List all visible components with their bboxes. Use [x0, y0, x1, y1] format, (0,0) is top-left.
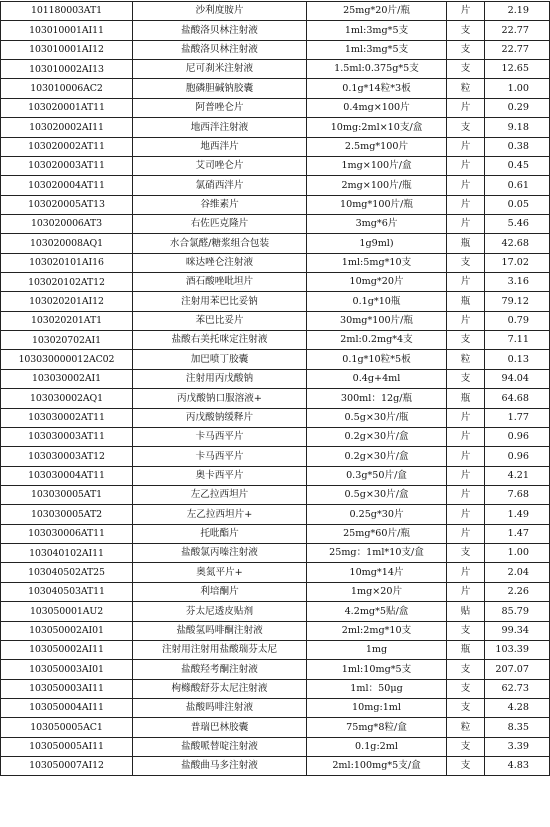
drug-code-cell: 103030006AT11: [1, 524, 133, 543]
unit-cell: 片: [447, 137, 485, 156]
drug-spec-cell: 0.1g*10粒*5板: [307, 350, 447, 369]
drug-code-cell: 103050005AI11: [1, 737, 133, 756]
drug-name-cell: 盐酸吗啡注射液: [133, 698, 307, 717]
table-row: [1, 757, 550, 776]
drug-code-cell: 103020201AI12: [1, 292, 133, 311]
price-cell: 8.35: [485, 718, 550, 737]
price-cell: 2.04: [485, 563, 550, 582]
price-cell: 3.39: [485, 737, 550, 756]
table-row: [1, 660, 550, 679]
drug-name-cell: 艾司唑仑片: [133, 156, 307, 175]
table-row: [1, 98, 550, 117]
drug-code-cell: 103040502AT25: [1, 563, 133, 582]
table-row: [1, 544, 550, 563]
drug-spec-cell: 0.5g×30片/盒: [307, 485, 447, 504]
drug-code-cell: 103010001AI11: [1, 21, 133, 40]
table-row: [1, 679, 550, 698]
table-row: [1, 640, 550, 659]
drug-name-cell: 注射用注射用盐酸瑞芬太尼: [133, 640, 307, 659]
table-row: [1, 292, 550, 311]
price-cell: 4.21: [485, 466, 550, 485]
unit-cell: 片: [447, 408, 485, 427]
drug-name-cell: 芬太尼透皮贴剂: [133, 602, 307, 621]
price-cell: 0.61: [485, 176, 550, 195]
drug-name-cell: 盐酸羟考酮注射液: [133, 660, 307, 679]
unit-cell: 贴: [447, 602, 485, 621]
unit-cell: 片: [447, 447, 485, 466]
table-row: [1, 350, 550, 369]
drug-spec-cell: 25mg*20片/瓶: [307, 2, 447, 21]
drug-name-cell: 注射用丙戊酸钠: [133, 369, 307, 388]
price-cell: 99.34: [485, 621, 550, 640]
drug-code-cell: 103010002AI13: [1, 60, 133, 79]
drug-name-cell: 利培酮片: [133, 582, 307, 601]
table-row: [1, 253, 550, 272]
drug-name-cell: 苯巴比妥片: [133, 311, 307, 330]
drug-spec-cell: 0.5g×30片/瓶: [307, 408, 447, 427]
price-cell: 0.38: [485, 137, 550, 156]
drug-spec-cell: 25mg：1ml*10支/盒: [307, 544, 447, 563]
drug-name-cell: 丙戊酸钠缓释片: [133, 408, 307, 427]
drug-name-cell: 奥氮平片+: [133, 563, 307, 582]
drug-spec-cell: 2mg×100片/瓶: [307, 176, 447, 195]
table-row: [1, 156, 550, 175]
drug-spec-cell: 10mg:1ml: [307, 698, 447, 717]
drug-spec-cell: 1g9ml): [307, 234, 447, 253]
price-cell: 0.96: [485, 427, 550, 446]
drug-code-cell: 103010006AC2: [1, 79, 133, 98]
unit-cell: 支: [447, 21, 485, 40]
price-cell: 3.16: [485, 273, 550, 292]
drug-code-cell: 103030000012AC02: [1, 350, 133, 369]
price-cell: 103.39: [485, 640, 550, 659]
drug-name-cell: 阿普唑仑片: [133, 98, 307, 117]
drug-price-document: [0, 1, 549, 776]
unit-cell: 支: [447, 369, 485, 388]
table-body: [1, 2, 550, 776]
unit-cell: 片: [447, 311, 485, 330]
price-cell: 0.05: [485, 195, 550, 214]
drug-code-cell: 103020201AT1: [1, 311, 133, 330]
unit-cell: 片: [447, 273, 485, 292]
drug-name-cell: 胞磷胆碱钠胶囊: [133, 79, 307, 98]
price-cell: 0.96: [485, 447, 550, 466]
drug-name-cell: 谷维素片: [133, 195, 307, 214]
drug-code-cell: 103020008AQ1: [1, 234, 133, 253]
drug-spec-cell: 0.4mg×100片: [307, 98, 447, 117]
drug-code-cell: 103030005AT2: [1, 505, 133, 524]
drug-code-cell: 103030003AT12: [1, 447, 133, 466]
unit-cell: 支: [447, 698, 485, 717]
unit-cell: 片: [447, 485, 485, 504]
unit-cell: 瓶: [447, 640, 485, 659]
drug-code-cell: 103020005AT13: [1, 195, 133, 214]
price-cell: 1.00: [485, 79, 550, 98]
unit-cell: 片: [447, 582, 485, 601]
drug-name-cell: 酒石酸唑吡坦片: [133, 273, 307, 292]
price-cell: 22.77: [485, 21, 550, 40]
price-cell: 1.77: [485, 408, 550, 427]
unit-cell: 片: [447, 176, 485, 195]
unit-cell: 支: [447, 679, 485, 698]
drug-spec-cell: 30mg*100片/瓶: [307, 311, 447, 330]
unit-cell: 瓶: [447, 234, 485, 253]
price-cell: 207.07: [485, 660, 550, 679]
drug-spec-cell: 25mg*60片/瓶: [307, 524, 447, 543]
table-row: [1, 311, 550, 330]
unit-cell: 片: [447, 195, 485, 214]
price-cell: 79.12: [485, 292, 550, 311]
drug-name-cell: 卡马西平片: [133, 447, 307, 466]
table-row: [1, 621, 550, 640]
drug-code-cell: 103050002AI01: [1, 621, 133, 640]
price-cell: 7.68: [485, 485, 550, 504]
drug-spec-cell: 2ml:2mg*10支: [307, 621, 447, 640]
price-cell: 62.73: [485, 679, 550, 698]
drug-code-cell: 103050005AC1: [1, 718, 133, 737]
drug-spec-cell: 1mg×100片/盒: [307, 156, 447, 175]
unit-cell: 支: [447, 737, 485, 756]
table-row: [1, 427, 550, 446]
table-row: [1, 408, 550, 427]
price-cell: 5.46: [485, 214, 550, 233]
drug-code-cell: 103050004AI11: [1, 698, 133, 717]
price-cell: 22.77: [485, 40, 550, 59]
unit-cell: 片: [447, 2, 485, 21]
drug-code-cell: 103020003AT11: [1, 156, 133, 175]
table-row: [1, 369, 550, 388]
price-cell: 2.26: [485, 582, 550, 601]
drug-name-cell: 盐酸洛贝林注射液: [133, 21, 307, 40]
drug-spec-cell: 10mg*20片: [307, 273, 447, 292]
drug-code-cell: 103040102AI11: [1, 544, 133, 563]
drug-spec-cell: 10mg*14片: [307, 563, 447, 582]
unit-cell: 片: [447, 505, 485, 524]
price-cell: 1.49: [485, 505, 550, 524]
table-row: [1, 466, 550, 485]
drug-name-cell: 尼可刹米注射液: [133, 60, 307, 79]
table-row: [1, 389, 550, 408]
table-row: [1, 718, 550, 737]
unit-cell: 片: [447, 427, 485, 446]
unit-cell: 瓶: [447, 292, 485, 311]
table-row: [1, 331, 550, 350]
table-row: [1, 563, 550, 582]
unit-cell: 片: [447, 156, 485, 175]
table-row: [1, 195, 550, 214]
table-row: [1, 447, 550, 466]
unit-cell: 支: [447, 621, 485, 640]
drug-spec-cell: 2ml:0.2mg*4支: [307, 331, 447, 350]
table-row: [1, 2, 550, 21]
drug-code-cell: 103020702AI1: [1, 331, 133, 350]
drug-code-cell: 103030002AI1: [1, 369, 133, 388]
drug-name-cell: 盐酸曲马多注射液: [133, 757, 307, 776]
drug-name-cell: 盐酸氢吗啡酮注射液: [133, 621, 307, 640]
price-cell: 7.11: [485, 331, 550, 350]
drug-code-cell: 103020001AT11: [1, 98, 133, 117]
drug-name-cell: 水合氯醛/糖浆组合包装: [133, 234, 307, 253]
drug-spec-cell: 0.4g+4ml: [307, 369, 447, 388]
drug-name-cell: 注射用苯巴比妥钠: [133, 292, 307, 311]
drug-code-cell: 103030002AQ1: [1, 389, 133, 408]
drug-name-cell: 托吡酯片: [133, 524, 307, 543]
unit-cell: 支: [447, 253, 485, 272]
drug-spec-cell: 0.1g*10瓶: [307, 292, 447, 311]
drug-code-cell: 103020004AT11: [1, 176, 133, 195]
price-cell: 1.00: [485, 544, 550, 563]
drug-name-cell: 盐酸哌替啶注射液: [133, 737, 307, 756]
drug-spec-cell: 300ml：12g/瓶: [307, 389, 447, 408]
drug-code-cell: 103020101AI16: [1, 253, 133, 272]
drug-code-cell: 103050001AU2: [1, 602, 133, 621]
table-row: [1, 118, 550, 137]
table-row: [1, 505, 550, 524]
price-cell: 64.68: [485, 389, 550, 408]
table-row: [1, 234, 550, 253]
drug-spec-cell: 1mg: [307, 640, 447, 659]
drug-name-cell: 卡马西平片: [133, 427, 307, 446]
drug-spec-cell: 1mg×20片: [307, 582, 447, 601]
unit-cell: 片: [447, 524, 485, 543]
drug-spec-cell: 10mg*100片/瓶: [307, 195, 447, 214]
drug-spec-cell: 0.2g×30片/盒: [307, 447, 447, 466]
drug-spec-cell: 2.5mg*100片: [307, 137, 447, 156]
unit-cell: 片: [447, 98, 485, 117]
table-row: [1, 40, 550, 59]
drug-code-cell: 103030004AT11: [1, 466, 133, 485]
price-cell: 17.02: [485, 253, 550, 272]
drug-name-cell: 盐酸氯丙嗪注射液: [133, 544, 307, 563]
table-row: [1, 79, 550, 98]
unit-cell: 瓶: [447, 389, 485, 408]
unit-cell: 片: [447, 466, 485, 485]
drug-code-cell: 103050003AI11: [1, 679, 133, 698]
unit-cell: 支: [447, 118, 485, 137]
price-cell: 94.04: [485, 369, 550, 388]
drug-spec-cell: 1ml:3mg*5支: [307, 21, 447, 40]
drug-code-cell: 103050007AI12: [1, 757, 133, 776]
drug-name-cell: 地西泮片: [133, 137, 307, 156]
drug-spec-cell: 0.25g*30片: [307, 505, 447, 524]
unit-cell: 支: [447, 60, 485, 79]
table-row: [1, 60, 550, 79]
drug-name-cell: 丙戊酸钠口服溶液+: [133, 389, 307, 408]
drug-code-cell: 103020006AT3: [1, 214, 133, 233]
table-row: [1, 737, 550, 756]
price-cell: 2.19: [485, 2, 550, 21]
table-row: [1, 137, 550, 156]
drug-spec-cell: 4.2mg*5贴/盒: [307, 602, 447, 621]
drug-name-cell: 左乙拉西坦片+: [133, 505, 307, 524]
unit-cell: 粒: [447, 79, 485, 98]
drug-spec-cell: 1ml:5mg*10支: [307, 253, 447, 272]
drug-spec-cell: 1.5ml:0.375g*5支: [307, 60, 447, 79]
price-cell: 0.29: [485, 98, 550, 117]
drug-spec-cell: 0.1g:2ml: [307, 737, 447, 756]
drug-code-cell: 103020002AT11: [1, 137, 133, 156]
drug-spec-cell: 3mg*6片: [307, 214, 447, 233]
drug-name-cell: 左乙拉西坦片: [133, 485, 307, 504]
drug-code-cell: 103040503AT11: [1, 582, 133, 601]
unit-cell: 片: [447, 214, 485, 233]
unit-cell: 支: [447, 40, 485, 59]
drug-spec-cell: 0.2g×30片/盒: [307, 427, 447, 446]
drug-name-cell: 氯硝西泮片: [133, 176, 307, 195]
unit-cell: 支: [447, 757, 485, 776]
drug-name-cell: 奥卡西平片: [133, 466, 307, 485]
drug-spec-cell: 10mg:2ml×10支/盒: [307, 118, 447, 137]
table-row: [1, 176, 550, 195]
drug-spec-cell: 1ml：50μg: [307, 679, 447, 698]
unit-cell: 支: [447, 331, 485, 350]
price-cell: 9.18: [485, 118, 550, 137]
table-row: [1, 602, 550, 621]
unit-cell: 粒: [447, 350, 485, 369]
price-cell: 4.28: [485, 698, 550, 717]
table-row: [1, 524, 550, 543]
drug-code-cell: 103030003AT11: [1, 427, 133, 446]
table-row: [1, 273, 550, 292]
price-cell: 85.79: [485, 602, 550, 621]
drug-code-cell: 101180003AT1: [1, 2, 133, 21]
drug-name-cell: 沙利度胺片: [133, 2, 307, 21]
price-cell: 0.13: [485, 350, 550, 369]
drug-name-cell: 右佐匹克隆片: [133, 214, 307, 233]
drug-name-cell: 枸橼酸舒芬太尼注射液: [133, 679, 307, 698]
table-row: [1, 485, 550, 504]
drug-spec-cell: 2ml:100mg*5支/盒: [307, 757, 447, 776]
drug-spec-cell: 1ml:3mg*5支: [307, 40, 447, 59]
drug-name-cell: 地西泮注射液: [133, 118, 307, 137]
price-cell: 4.83: [485, 757, 550, 776]
unit-cell: 支: [447, 660, 485, 679]
drug-name-cell: 加巴喷丁胶囊: [133, 350, 307, 369]
drug-name-cell: 盐酸洛贝林注射液: [133, 40, 307, 59]
drug-spec-cell: 1ml:10mg*5支: [307, 660, 447, 679]
drug-name-cell: 咪达唑仑注射液: [133, 253, 307, 272]
drug-code-cell: 103010001AI12: [1, 40, 133, 59]
price-cell: 12.65: [485, 60, 550, 79]
price-cell: 0.45: [485, 156, 550, 175]
drug-code-cell: 103030002AT11: [1, 408, 133, 427]
unit-cell: 片: [447, 563, 485, 582]
drug-code-cell: 103020102AT12: [1, 273, 133, 292]
table-row: [1, 214, 550, 233]
drug-name-cell: 普瑞巴林胶囊: [133, 718, 307, 737]
price-cell: 1.47: [485, 524, 550, 543]
drug-name-cell: 盐酸右美托咪定注射液: [133, 331, 307, 350]
drug-code-cell: 103050002AI11: [1, 640, 133, 659]
drug-spec-cell: 0.1g*14粒*3板: [307, 79, 447, 98]
unit-cell: 粒: [447, 718, 485, 737]
drug-spec-cell: 0.3g*50片/盒: [307, 466, 447, 485]
drug-code-cell: 103030005AT1: [1, 485, 133, 504]
table-row: [1, 582, 550, 601]
unit-cell: 支: [447, 544, 485, 563]
drug-price-table: [0, 1, 550, 776]
table-row: [1, 698, 550, 717]
table-row: [1, 21, 550, 40]
drug-spec-cell: 75mg*8粒/盒: [307, 718, 447, 737]
price-cell: 0.79: [485, 311, 550, 330]
drug-code-cell: 103050003AI01: [1, 660, 133, 679]
price-cell: 42.68: [485, 234, 550, 253]
drug-code-cell: 103020002AI11: [1, 118, 133, 137]
